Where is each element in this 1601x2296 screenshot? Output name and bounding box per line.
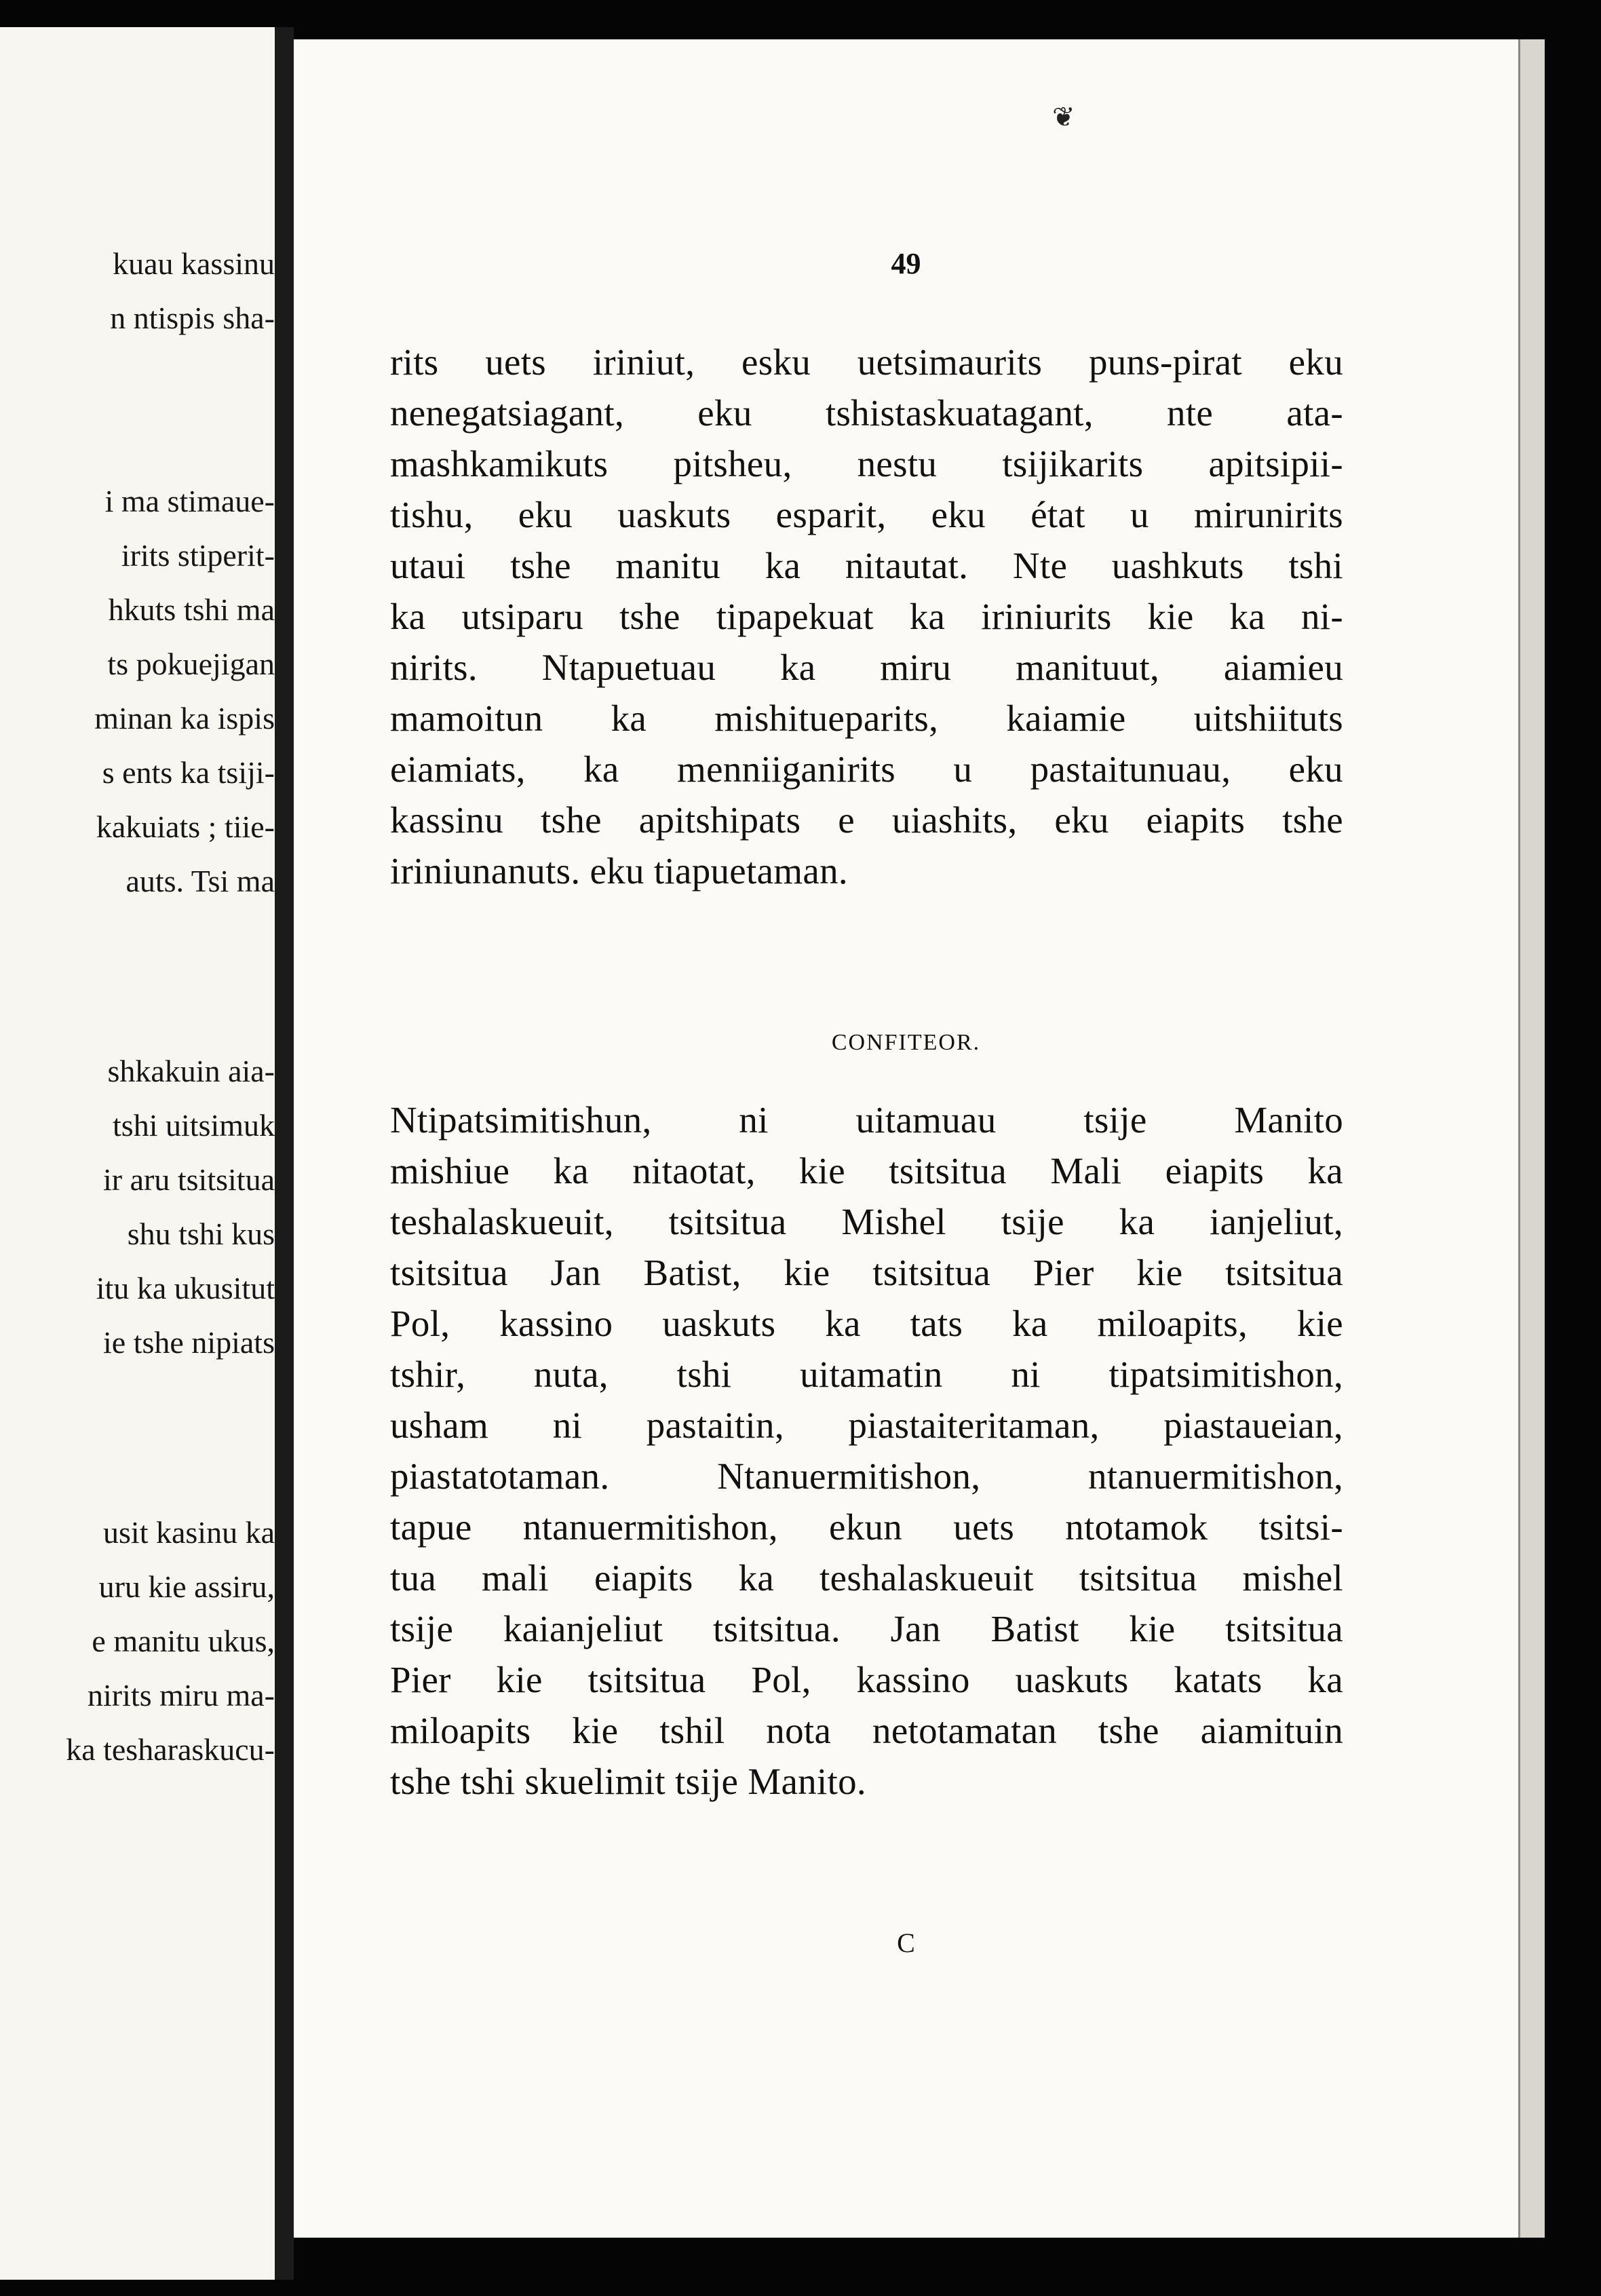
left-page-line: shu tshi kus <box>127 1217 275 1251</box>
text-line: mishiue ka nitaotat, kie tsitsitua Mali eiapits ka <box>390 1150 1343 1191</box>
left-facing-page <box>0 27 275 2280</box>
text-line: kassinu tshe apitshipats e uiashits, eku eiapits tshe <box>390 799 1343 841</box>
left-page-line: i ma stimaue- <box>104 484 275 518</box>
left-page-line: auts. Tsi ma <box>126 864 275 898</box>
left-page-line: e manitu ukus, <box>92 1624 275 1658</box>
text-line: miloapits kie tshil nota netotamatan tshe aiamituin <box>390 1710 1343 1751</box>
paragraph-1 <box>390 337 1343 896</box>
text-line: rits uets iriniut, esku uetsimaurits puns-pirat eku <box>390 341 1343 383</box>
text-line: mashkamikuts pitsheu, nestu tsijikarits apitsipii- <box>390 443 1343 484</box>
left-page-line: ka tesharaskucu- <box>66 1732 275 1767</box>
text-line: Pol, kassino uaskuts ka tats ka miloapits, kie <box>390 1303 1343 1344</box>
left-page-line: nirits miru ma- <box>88 1678 275 1713</box>
text-line: utaui tshe manitu ka nitautat. Nte uashkuts tshi <box>390 545 1343 586</box>
text-line: mamoitun ka mishitueparits, kaiamie uitshiituts <box>390 697 1343 739</box>
text-line: tshir, nuta, tshi uitamatin ni tipatsimitishon, <box>390 1354 1343 1395</box>
ornament-icon: ❦ <box>1052 102 1075 133</box>
left-page-line: shkakuin aia- <box>107 1054 275 1088</box>
text-line: tapue ntanuermitishon, ekun uets ntotamok tsitsi- <box>390 1506 1343 1548</box>
left-page-line: ir aru tsitsitua <box>103 1162 275 1197</box>
main-page <box>294 39 1518 2238</box>
signature-mark: C <box>897 1928 915 1958</box>
paragraph-2 <box>390 1094 1343 1807</box>
left-page-line: tshi uitsimuk <box>113 1108 275 1143</box>
left-page-line: minan ka ispis <box>94 701 275 735</box>
text-line: tsije kaianjeliut tsitsitua. Jan Batist kie tsitsitua <box>390 1608 1343 1649</box>
left-page-line: irits stiperit- <box>121 538 275 573</box>
left-page-line: ie tshe nipiats <box>103 1325 275 1360</box>
text-line: Pier kie tsitsitua Pol, kassino uaskuts katats ka <box>390 1659 1343 1700</box>
book-gutter <box>275 27 294 2280</box>
text-line: nenegatsiagant, eku tshistaskuatagant, nte ata- <box>390 392 1343 434</box>
text-line: ka utsiparu tshe tipapekuat ka iriniurits kie ka ni- <box>390 596 1343 637</box>
text-line: tshe tshi skuelimit tsije Manito. <box>390 1761 866 1802</box>
left-page-line: kakuiats ; tiie- <box>96 809 275 844</box>
page-number: 49 <box>891 247 921 280</box>
page-edge <box>1518 39 1545 2238</box>
left-page-line: ts pokuejigan <box>107 647 275 681</box>
section-heading: CONFITEOR. <box>831 1030 981 1055</box>
text-line: Ntipatsimitishun, ni uitamuau tsije Manito <box>390 1099 1343 1141</box>
left-page-line: itu ka ukusitut <box>96 1271 275 1305</box>
left-page-line: n ntispis sha- <box>110 301 275 335</box>
text-line: nirits. Ntapuetuau ka miru manituut, aiamieu <box>390 647 1343 688</box>
left-page-line: usit kasinu ka <box>103 1515 275 1550</box>
left-page-line: kuau kassinu <box>113 246 275 281</box>
left-page-line: hkuts tshi ma <box>108 592 275 627</box>
text-line: eiamiats, ka menniiganirits u pastaitunuau, eku <box>390 748 1343 790</box>
text-line: tishu, eku uaskuts esparit, eku état u mirunirits <box>390 494 1343 535</box>
text-line: teshalaskueuit, tsitsitua Mishel tsije ka ianjeliut, <box>390 1201 1343 1242</box>
left-page-line: s ents ka tsiji- <box>102 755 275 790</box>
text-line: tua mali eiapits ka teshalaskueuit tsitsitua mishel <box>390 1557 1343 1599</box>
left-page-line: uru kie assiru, <box>98 1569 275 1604</box>
text-line: piastatotaman. Ntanuermitishon, ntanuermitishon, <box>390 1455 1343 1497</box>
text-line: iriniunanuts. eku tiapuetaman. <box>390 850 848 892</box>
text-line: usham ni pastaitin, piastaiteritaman, piastaueian, <box>390 1404 1343 1446</box>
text-line: tsitsitua Jan Batist, kie tsitsitua Pier kie tsitsitua <box>390 1252 1343 1293</box>
